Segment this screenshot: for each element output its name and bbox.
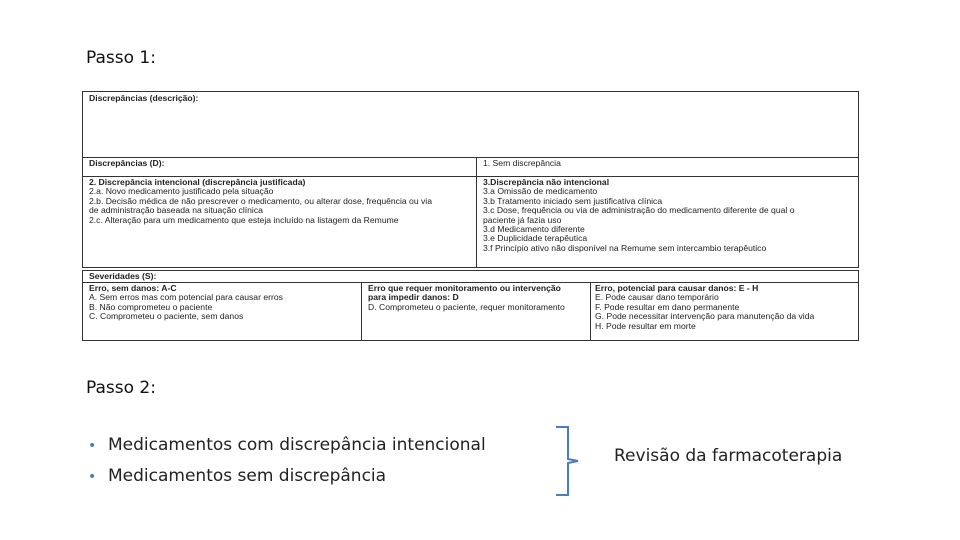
bullet-list [88,430,486,492]
nao-intencional-item: 3.e Duplicidade terapêutica [483,233,588,244]
intencional-item: 2.c. Alteração para um medicamento que esteja incluído na listagem da Remume [89,214,399,225]
sev-col-ac [89,284,283,322]
intencional-heading: 2. Discrepância intencional (discrepância justificada) [89,177,306,187]
sev-heading: Erro, potencial para causar danos: E - H [595,283,759,293]
right-bracket-icon [552,425,592,497]
nao-intencional-heading: 3.Discrepância não intencional [483,177,610,187]
list-item [88,430,486,461]
step2-heading: Passo 2: [86,378,156,398]
bullet-icon: • [88,438,97,454]
d1-text: 1. Sem discrepância [483,158,561,168]
bullet-icon: • [88,469,97,485]
sev-item: D. Comprometeu o paciente, requer monitoramento [368,301,565,312]
nao-intencional-item: paciente já fazia uso [483,214,562,225]
intencional-item: 2.a. Novo medicamento justificado pela situação [89,186,274,197]
nao-intencional-item: 3.f Princípio ativo não disponível na Remume sem intercambio terapêutico [483,242,767,253]
result-text: Revisão da farmacoterapia [614,446,843,466]
sev-heading: para impedir danos: D [368,292,459,303]
sev-heading: Erro que requer monitoramento ou intervenção [368,283,561,293]
sev-label: Severidades (S): [89,271,157,281]
sev-item: E. Pode causar dano temporário [595,292,719,303]
sev-col-eh [595,284,814,331]
sev-item: H. Pode resultar em morte [595,320,696,331]
nao-intencional-item: 3.d Medicamento diferente [483,224,585,235]
sev-item: G. Pode necessitar intervenção para manutenção da vida [595,311,815,322]
nao-intencional-list [483,178,794,253]
list-item-text: Medicamentos com discrepância intencional [108,435,486,455]
sev-col-d [368,284,565,312]
descricao-label: Discrepâncias (descrição): [89,93,199,103]
discrepancy-table [82,91,859,268]
sev-heading: Erro, sem danos: A-C [89,283,177,293]
intencional-item: de administração baseada na situação clínica [89,205,263,216]
intencional-list [89,178,432,225]
d-label: Discrepâncias (D): [89,158,165,168]
sev-item: F. Pode resultar em dano permanente [595,301,740,312]
step1-heading: Passo 1: [86,48,156,68]
nao-intencional-item: 3.b Tratamento iniciado sem justificativa clínica [483,195,663,206]
nao-intencional-item: 3.c Dose, frequência ou via de administração do medicamento diferente de qual o [483,205,795,216]
severity-table [82,270,859,341]
intencional-item: 2.b. Decisão médica de não prescrever o medicamento, ou alterar dose, frequência ou via [89,195,432,206]
sev-item: B. Não comprometeu o paciente [89,301,213,312]
nao-intencional-item: 3.a Omissão de medicamento [483,186,598,197]
sev-item: A. Sem erros mas com potencial para causar erros [89,292,283,303]
list-item-text: Medicamentos sem discrepância [108,466,387,486]
sev-item: C. Comprometeu o paciente, sem danos [89,311,244,322]
list-item [88,461,486,492]
